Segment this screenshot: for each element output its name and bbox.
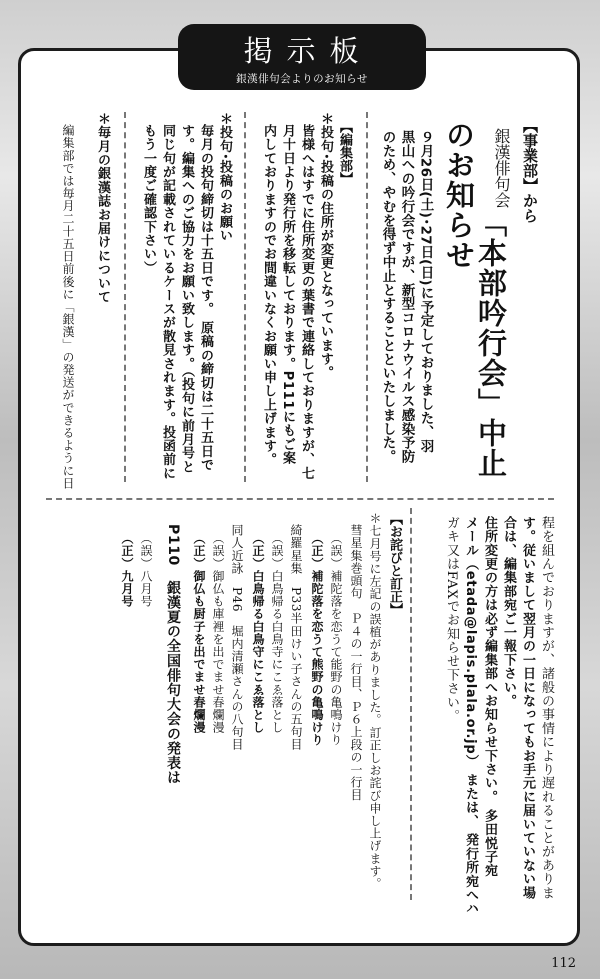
editorial-item-2-title: ＊投句･投稿のお願い bbox=[217, 112, 232, 243]
continued-line: 程を組んでおりますが、諸般の事情により遅れることがありま bbox=[539, 516, 554, 900]
divider-horizontal bbox=[46, 498, 554, 500]
editorial-item-2-body: もう一度ご確認下さい） bbox=[141, 124, 156, 275]
errata-tag: （正） bbox=[192, 532, 206, 570]
errata-entry bbox=[290, 524, 302, 751]
errata-text: 同人近詠 P46 堀内清瀬さんの八句目 bbox=[230, 524, 244, 751]
errata-text: 白鳥帰る白鳥寺にこゑ落とし bbox=[270, 569, 284, 734]
errata-tag: （正） bbox=[251, 532, 265, 570]
errata-text: 白鳥帰る白鳥守にこゑ落とし bbox=[251, 569, 265, 734]
errata-text: 綺羅星集 P33半田けい子さんの五句目 bbox=[289, 524, 303, 751]
errata-tag: （誤） bbox=[211, 532, 225, 570]
divider-vertical bbox=[410, 508, 412, 900]
errata-entry bbox=[271, 532, 283, 734]
editorial-item-2-body: 毎月の投句締切は十五日です。 原稿の締切は二十五日で bbox=[198, 124, 213, 472]
notice-org: 銀漢俳句会 bbox=[492, 128, 511, 208]
errata-text: 補陀落を恋うて熊野の亀鳴けり bbox=[310, 569, 324, 747]
errata-entry bbox=[193, 532, 205, 734]
editorial-heading: 【編集部】 bbox=[337, 120, 352, 185]
errata-text: 御仏も庫裡を出でませ春爛漫 bbox=[211, 569, 225, 734]
errata-entry bbox=[121, 532, 133, 608]
continued-line: 合は、編集部宛ご一報下さい。 bbox=[501, 516, 516, 708]
board-title-box bbox=[178, 24, 426, 90]
errata-text: 補陀落を恋うて能野の亀鳴けり bbox=[329, 569, 343, 747]
errata-heading: 【お詫びと訂正】 bbox=[387, 512, 402, 616]
editorial-item-1-body: 皆様へはすでに住所変更の葉書で連絡しておりますが、七 bbox=[299, 124, 314, 481]
errata-text: P110 銀漢夏の全国俳句大会の発表は bbox=[165, 524, 181, 785]
errata-tag: （誤） bbox=[329, 532, 343, 570]
divider-vertical bbox=[124, 112, 126, 482]
errata-text: 御仏も厨子を出でませ春爛漫 bbox=[192, 569, 206, 734]
continued-line: メール（etada@lapis.plala.or.jp） または、 発行所宛へハ bbox=[463, 516, 478, 916]
board-title: 掲示板 bbox=[243, 34, 373, 68]
errata-tag: （正） bbox=[120, 532, 134, 570]
notice-headline-1: 「本部吟行会」中止 bbox=[474, 208, 508, 478]
errata-entry bbox=[252, 532, 264, 734]
errata-intro: ＊七月号に左記の誤植がありました。訂正しお詫び申し上げます。 bbox=[368, 512, 382, 890]
board-subtitle: 銀漢俳句会よりのお知らせ bbox=[236, 73, 368, 85]
errata-text: 九月号 bbox=[120, 569, 134, 608]
notice-body-line: のため、やむを得ず中止とすることといたしました。 bbox=[379, 130, 396, 464]
errata-entry bbox=[330, 532, 342, 746]
editorial-item-2-body: 同じ句が記載されているケースが散見されます。投函前に bbox=[160, 124, 175, 481]
notice-dept: 【事業部】から bbox=[521, 118, 539, 223]
notice-body-line: 黒山への吟行会ですが、新型コロナウイルス感染予防 bbox=[398, 130, 415, 464]
divider-vertical bbox=[244, 112, 246, 482]
editorial-item-2-body: す。編集へのご協力をお願い致します。（投句に前月号と bbox=[179, 124, 194, 474]
errata-tag: （誤） bbox=[270, 532, 284, 570]
errata-intro: 彗星集巻頭句 Ｐ４の一行目、Ｐ６上段の一行目 bbox=[349, 524, 363, 802]
editorial-item-3-title: ＊毎月の銀漢誌お届けについて bbox=[95, 112, 110, 304]
errata-entry bbox=[311, 532, 323, 746]
editorial-item-1-body: 内しておりますのでお間違いなくお願い申し上げます。 bbox=[261, 124, 276, 467]
divider-vertical bbox=[366, 112, 368, 482]
continued-line: 住所変更の方は必ず編集部へお知らせ下さい。 多田悦子宛 bbox=[482, 516, 497, 878]
notice-body-line: ９月26日(土)･27日(日)に予定しておりました、羽 bbox=[417, 130, 434, 453]
notice-headline-2: のお知らせ bbox=[442, 120, 476, 270]
page-number: 112 bbox=[551, 956, 576, 971]
editorial-item-1-title: ＊投句･投稿の住所が変更となっています。 bbox=[318, 112, 333, 380]
continued-line: す。従いまして翌月の一日になってもお手元に届いていない場 bbox=[520, 516, 535, 900]
errata-entry bbox=[212, 532, 224, 734]
continued-line: ガキ又はFAXでお知らせ下さい。 bbox=[444, 516, 459, 723]
errata-text: 八月号 bbox=[139, 569, 153, 608]
errata-entry bbox=[231, 524, 243, 751]
editorial-item-3-body: 編集部では毎月二十五日前後に「銀漢」の発送ができるように日 bbox=[61, 124, 75, 490]
errata-tag: （誤） bbox=[139, 532, 153, 570]
errata-tag: （正） bbox=[310, 532, 324, 570]
errata-entry bbox=[140, 532, 152, 608]
errata-entry bbox=[166, 524, 180, 785]
editorial-item-1-body: 月十日より発行所を移転しております。P111にもご案 bbox=[280, 124, 295, 465]
